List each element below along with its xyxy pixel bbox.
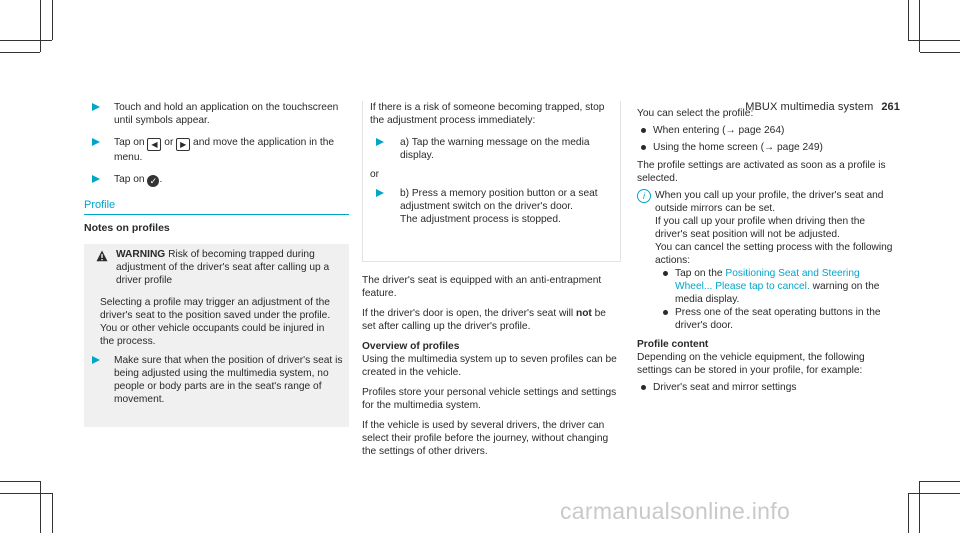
left-column xyxy=(84,101,349,187)
body-paragraph: The driver's seat is equipped with an anti-entrapment feature. xyxy=(362,275,602,299)
confirm-check-icon: ✓ xyxy=(147,175,159,187)
step-arrow-icon xyxy=(92,138,100,146)
crop-mark xyxy=(40,481,41,533)
sub-bullet-item: Press one of the seat operating buttons in the driver's door. xyxy=(659,306,899,332)
step-arrow-icon xyxy=(92,175,100,183)
info-text: You can cancel the setting process with the following actions: xyxy=(655,242,893,266)
watermark-text: carmanualsonline.info xyxy=(560,498,791,524)
right-arrow-key-icon: ▶ xyxy=(176,138,190,151)
right-column xyxy=(637,107,899,394)
step-a-text: a) Tap the warning message on the media display. xyxy=(400,137,590,161)
sub-bullet-text: Tap on the xyxy=(675,268,726,279)
crop-mark xyxy=(0,481,40,482)
info-text: When you call up your profile, the driver's seat and outside mirrors can be set. xyxy=(655,190,884,214)
body-paragraph xyxy=(362,307,620,333)
section-title: Profile xyxy=(84,199,116,211)
para-text: If the driver's door is open, the driver's seat will xyxy=(362,308,576,319)
body-paragraph: Using the multimedia system up to seven profiles can be created in the vehicle. xyxy=(362,354,617,378)
tap-on-text: Tap on xyxy=(114,137,145,148)
or-text: or xyxy=(370,169,380,180)
step-item xyxy=(370,187,615,226)
middle-column-top xyxy=(370,101,615,226)
middle-column-body xyxy=(362,274,620,458)
warning-body xyxy=(100,296,340,348)
step-b-text: b) Press a memory position button or a seat adjustment switch on the driver's door. xyxy=(400,188,598,212)
page-number: 261 xyxy=(881,101,900,113)
warning-step xyxy=(84,354,348,406)
subsection-heading: Profile content xyxy=(637,339,709,350)
crop-mark xyxy=(52,0,53,40)
crop-mark xyxy=(920,52,960,53)
crop-mark xyxy=(0,52,40,53)
left-arrow-key-icon: ◀ xyxy=(147,138,161,151)
info-text: If you call up your profile when driving then the driver's seat position will not be adjusted. xyxy=(655,216,866,240)
sub-bullet-item xyxy=(659,267,899,306)
info-block xyxy=(637,189,899,332)
warning-header xyxy=(116,248,341,287)
crop-mark xyxy=(908,0,909,40)
step-end-text: . xyxy=(159,174,163,185)
step-arrow-icon xyxy=(376,138,384,146)
warning-box xyxy=(84,244,349,427)
step-text xyxy=(114,173,349,187)
crop-mark xyxy=(920,481,960,482)
tap-on-text: Tap on xyxy=(114,174,145,185)
crop-mark xyxy=(40,0,41,52)
warning-description: Risk of becoming trapped during adjustment of the driver's seat after calling up a driver profile xyxy=(116,249,330,286)
body-paragraph: You can select the profile: xyxy=(637,108,754,119)
para-bold-text: not xyxy=(575,308,592,319)
info-icon: i xyxy=(637,189,651,203)
body-paragraph: Profiles store your personal vehicle settings and settings for the multimedia system. xyxy=(362,387,617,411)
crop-mark xyxy=(0,40,52,41)
crop-mark xyxy=(908,40,960,41)
crop-mark xyxy=(919,481,920,533)
step-b-result-text: The adjustment process is stopped. xyxy=(400,214,561,225)
crop-mark xyxy=(0,493,52,494)
section-rule xyxy=(84,214,349,215)
warning-step-text: Make sure that when the position of driver's seat is being adjusted using the multimedia system, no people or body parts are in the seat's range of movement. xyxy=(114,355,343,405)
warning-label: WARNING xyxy=(116,249,166,260)
bullet-item: When entering (→ page 264) xyxy=(637,124,899,137)
warning-body-text: Selecting a profile may trigger an adjustment of the driver's seat to the position saved under the profile. You or other vehicle occupants could be injured in the process. xyxy=(100,297,331,347)
step-arrow-icon xyxy=(376,189,384,197)
step-item xyxy=(84,101,349,127)
or-text: or xyxy=(164,137,174,148)
para-text: be set after calling up the driver's profile. xyxy=(362,308,606,332)
body-paragraph: The profile settings are activated as soon as a profile is selected. xyxy=(637,160,886,184)
crop-mark xyxy=(52,493,53,533)
step-arrow-icon xyxy=(92,103,100,111)
step-arrow-icon xyxy=(92,356,100,364)
step-text xyxy=(114,136,349,164)
bullet-item: Using the home screen (→ page 249) xyxy=(637,141,899,154)
step-move-text: and move the application in the menu. xyxy=(114,137,335,163)
warning-triangle-icon xyxy=(96,250,108,262)
header-title: MBUX multimedia system xyxy=(745,101,874,113)
step-item xyxy=(370,136,615,162)
subsection-heading: Overview of profiles xyxy=(362,341,460,352)
crop-mark xyxy=(908,493,960,494)
bullet-item: Driver's seat and mirror settings xyxy=(637,381,899,394)
step-text: Touch and hold an application on the touchscreen until symbols appear. xyxy=(114,102,339,126)
body-paragraph: If the vehicle is used by several drivers, the driver can select their profile before the journey, without changing the settings of other drivers. xyxy=(362,420,609,457)
step-item xyxy=(84,136,349,164)
step-item xyxy=(84,173,349,187)
crop-mark xyxy=(919,0,920,52)
body-paragraph: Depending on the vehicle equipment, the following settings can be stored in your profile, for example: xyxy=(637,352,865,376)
warning-intro-text: If there is a risk of someone becoming trapped, stop the adjustment process immediately: xyxy=(370,102,605,126)
ui-message-text: Positioning Seat and Steering Wheel... Please tap to cancel. xyxy=(675,268,860,292)
subsection-heading: Notes on profiles xyxy=(84,222,170,234)
crop-mark xyxy=(908,493,909,533)
sub-bullet-text: warning on the media display. xyxy=(675,281,880,305)
warning-text xyxy=(116,248,341,287)
